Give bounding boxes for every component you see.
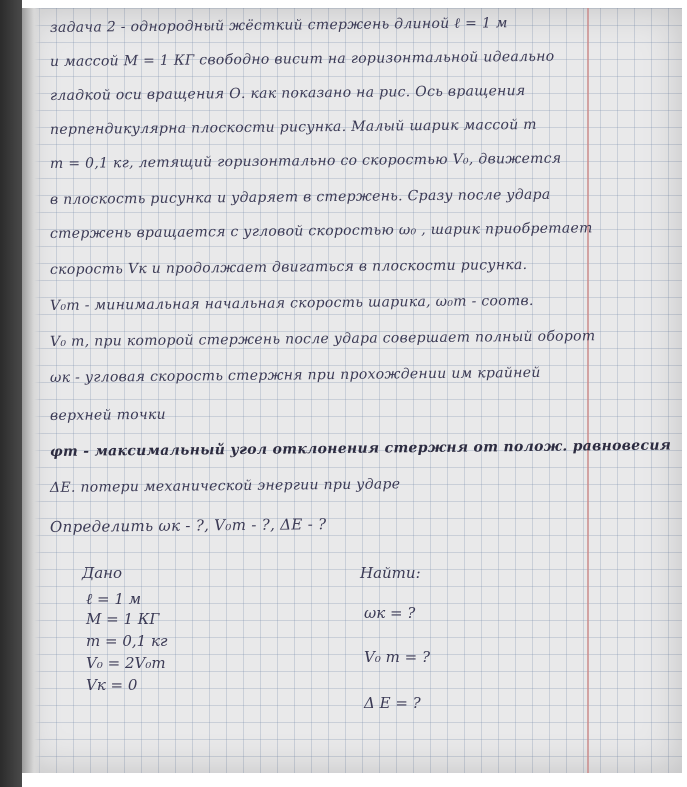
given-item: Vк = 0 <box>86 676 138 694</box>
text-line: φm - максимальный угол отклонения стержня от полож. равновесия <box>49 437 672 460</box>
text-line: гладкой оси вращения О. как показано на рис. Ось вращения <box>49 83 526 104</box>
given-item: m = 0,1 кг <box>86 632 168 650</box>
find-item: Δ E = ? <box>364 694 421 712</box>
notebook-page <box>22 8 682 773</box>
text-line: ωк - угловая скорость стержня при прохождении им крайней <box>49 364 541 386</box>
text-line: верхней точки <box>49 406 167 424</box>
find-item: ωк = ? <box>364 604 416 622</box>
find-title: Найти: <box>360 564 421 582</box>
text-line: скорость Vк и продолжает двигаться в плоскости рисунка. <box>49 257 528 278</box>
find-item: V₀ m = ? <box>364 648 430 666</box>
given-title: Дано <box>82 564 123 582</box>
notebook-binding <box>22 8 42 773</box>
text-line: V₀ m, при которой стержень после удара совершает полный оборот <box>49 328 596 350</box>
text-line: задача 2 - однородный жёсткий стержень длиной ℓ = 1 м <box>49 15 508 36</box>
text-line: V₀m - минимальная начальная скорость шарика, ω₀m - соотв. <box>49 292 534 314</box>
given-item: ℓ = 1 м <box>86 590 142 608</box>
text-line: перпендикулярна плоскости рисунка. Малый шарик массой m <box>49 116 537 138</box>
text-line: m = 0,1 кг, летящий горизонтально со скоростью V₀, движется <box>49 150 562 172</box>
given-item: V₀ = 2V₀m <box>86 654 166 672</box>
text-line: в плоскость рисунка и ударяет в стержень. Сразу после удара <box>49 186 551 208</box>
find-line: Определить ωк - ?, V₀m - ?, ΔE - ? <box>49 515 327 536</box>
desk-background <box>0 0 22 787</box>
text-line: и массой М = 1 КГ свободно висит на горизонтальной идеально <box>49 48 555 70</box>
given-item: М = 1 КГ <box>86 610 160 628</box>
text-line: ΔE. потери механической энергии при ударе <box>49 476 401 496</box>
text-line: стержень вращается с угловой скоростью ω₀ , шарик приобретает <box>49 220 593 242</box>
